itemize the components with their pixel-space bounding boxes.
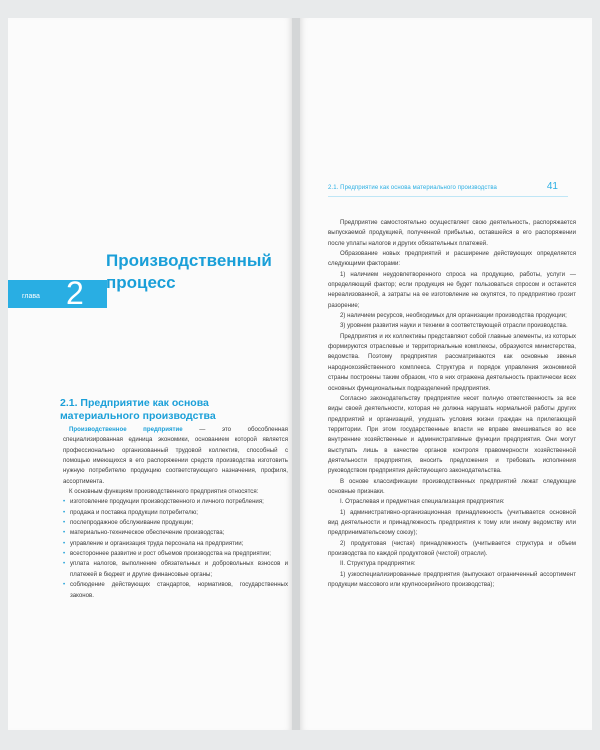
running-head: 2.1. Предприятие как основа материального производства <box>328 185 497 191</box>
paragraph: 2) продуктовая (чистая) принадлежность (учитывается структура и объем производства по каждой продуктовой (чистой) отрасли). <box>328 539 576 557</box>
paragraph: Предприятие самостоятельно осуществляет свою деятельность, распоряжается выпускаемой продукцией, полученной прибылью, оставшейся в его распоряжении после уплаты налогов и других обязательных платежей. <box>328 219 576 247</box>
paragraph: 2) наличием ресурсов, необходимых для организации производства продукции; <box>340 312 567 320</box>
list-item: • управление и организация труда персонала на предприятии; <box>63 539 288 549</box>
bullet-icon: • <box>63 508 66 516</box>
paragraph: 3) уровнем развития науки и техники в соответствующей отрасли производства. <box>340 322 568 330</box>
list-item: • продажа и поставка продукции потребителю; <box>63 508 288 518</box>
definition-term: Производственное предприятие <box>69 426 183 433</box>
chapter-title: Производственный процесс <box>106 251 272 292</box>
paragraph: Согласно законодательству предприятие несет полную ответственность за все виды своей деятельности, которая не должна нарушать нормальной работы других предприятий и организаций, ухудшать условия жизни граждан на прилегающей территории. При этом государственные власти не вправе вмешиваться во все внутренние хозяйственные и административные функции предприятия. Они могут выступать лишь в качестве органов контроля правомерности хозяйственной деятельности предприятия, вносить предложения и требовать исполнения руководством предприятия действующего законодательства. <box>328 394 576 475</box>
list-item: • послепродажное обслуживание продукции; <box>63 518 288 528</box>
chapter-number: 2 <box>66 275 84 311</box>
list-item: • материально-техническое обеспечение производства; <box>63 528 288 538</box>
paragraph: I. Отраслевая и предметная специализация предприятия: <box>340 498 505 506</box>
paragraph: Предприятия и их коллективы представляют собой главные элементы, из которых формируются отраслевые и территориальные комплексы, образуются министерства, ведомства. Поэтому предприятия рассматриваются как основные звенья народнохозяйственного комплекса. Структура и порядок управления экономикой страны построены таким образом, что в них отражена деятельность практически всех основных функциональных подразделений предприятия. <box>328 332 576 392</box>
bullet-icon: • <box>63 550 66 558</box>
section-title: 2.1. Предприятие как основа материального производства <box>60 397 216 422</box>
paragraph: 1) наличием неудовлетворенного спроса на продукцию, работы, услуги — определяющий фактор; если продукция не будет пользоваться спросом и останется нереализованной, а затраты на ее изготовление не окупятся, то предприятию грозит разорение; <box>328 270 576 309</box>
bullet-icon: • <box>63 581 66 589</box>
list-item: • всестороннее развитие и рост объемов производства на предприятии; <box>63 549 288 559</box>
paragraph: В основе классификации производственных предприятий лежат следующие основные признаки. <box>328 477 576 495</box>
bullet-icon: • <box>63 519 66 527</box>
paragraph: Образование новых предприятий и расширение действующих определяется следующими факторами: <box>328 250 576 268</box>
left-page <box>8 18 292 730</box>
right-page <box>300 18 592 730</box>
page-number: 41 <box>546 181 558 192</box>
functions-intro: К основным функциям производственного предприятия относятся: <box>69 488 259 496</box>
intro-paragraph <box>63 425 288 487</box>
bullet-icon: • <box>63 529 66 537</box>
list-item: • уплата налогов, выполнение обязательных и добровольных взносов и платежей в бюджет и другие финансовые органы; <box>63 560 288 578</box>
paragraph: II. Структура предприятия: <box>340 560 416 568</box>
definition-text: — это обособленная специализированная единица экономики, основанием которой является профессионально организованный трудовой коллектив, способный с помощью имеющихся в его распоряжении средств производства изготовить нужную потребителю продукцию соответствующего назначения, профиля, ассортимента. <box>63 426 288 485</box>
chapter-marker <box>8 275 107 311</box>
header-divider <box>328 196 568 197</box>
bullet-icon: • <box>63 560 66 568</box>
functions-list <box>63 497 288 600</box>
book-spine <box>292 18 300 730</box>
paragraph: 1) узкоспециализированные предприятия (выпускают ограниченный ассортимент продукции массового или крупносерийного производства); <box>328 570 576 589</box>
list-item: • изготовление продукции производственного и личного потребления; <box>63 497 288 507</box>
chapter-word: глава <box>22 293 40 300</box>
paragraph: 1) административно-организационная принадлежность (учитывается основной вид деятельности и принадлежность предприятия к тому или иному ведомству или предпринимательскому союзу); <box>328 508 576 537</box>
left-body-text <box>63 425 288 601</box>
list-item: • соблюдение действующих стандартов, нормативов, государственных законов. <box>63 581 288 599</box>
right-body-text <box>328 218 576 590</box>
bullet-icon: • <box>63 539 66 547</box>
bullet-icon: • <box>63 498 66 506</box>
